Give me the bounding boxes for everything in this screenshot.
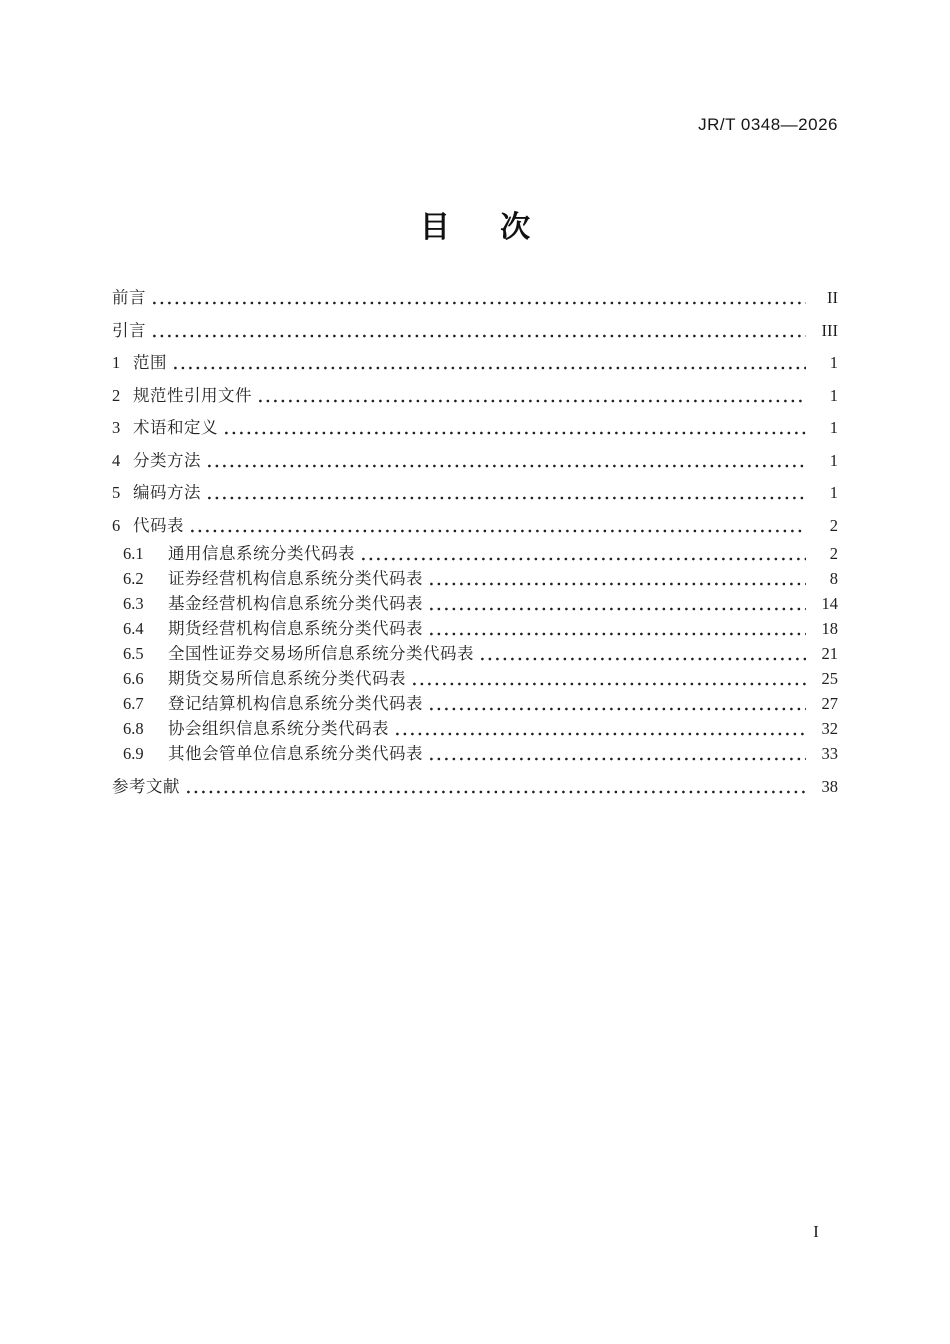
toc-dot-leader [430,618,806,640]
toc-entry-number: 6.8 [123,718,144,738]
standard-code-header: JR/T 0348—2026 [698,115,838,134]
toc-dot-leader [208,482,806,504]
toc-entry-label: 代码表 [133,515,184,535]
toc-entry [112,776,838,798]
toc-entry-page: 27 [821,693,838,713]
toc-list [112,287,838,798]
toc-dot-leader [187,776,806,798]
toc-entry-page: 2 [829,515,838,535]
toc-entry-page: 1 [829,450,838,470]
page-title: 目 次 [419,211,531,244]
toc-entry-label: 其他会管单位信息系统分类代码表 [168,743,423,763]
toc-entry [112,515,838,537]
toc-entry-page: II [827,288,838,307]
toc-entry-number: 6.5 [123,643,144,663]
toc-entry-page: 2 [829,543,838,563]
toc-entry-label: 参考文献 [112,776,180,796]
toc-entry-page: 18 [821,618,838,638]
toc-entry [112,320,838,342]
toc-entry [112,643,838,665]
toc-entry-label: 期货交易所信息系统分类代码表 [168,668,406,688]
toc-entry-page: 21 [821,643,838,663]
toc-entry-label: 范围 [133,353,167,372]
toc-entry [112,618,838,640]
toc-entry-label: 登记结算机构信息系统分类代码表 [168,693,423,713]
toc-entry-number: 6.3 [123,593,144,613]
toc-entry [112,417,838,439]
toc-entry-page: 1 [829,418,838,437]
toc-entry-page: 32 [821,718,838,738]
toc-entry-number: 2 [112,385,121,405]
toc-dot-leader [396,718,806,740]
toc-entry [112,287,838,309]
toc-dot-leader [430,568,806,590]
toc-entry-page: 1 [829,353,838,372]
toc-entry [112,568,838,590]
toc-entry-page: 38 [821,776,838,796]
toc-dot-leader [481,643,806,665]
toc-entry-label: 编码方法 [133,483,201,502]
toc-entry [112,718,838,740]
toc-entry-number: 6.7 [123,693,144,713]
toc-entry-label: 全国性证券交易场所信息系统分类代码表 [168,643,474,663]
toc-entry-page: 1 [829,385,838,405]
toc-entry-label: 基金经营机构信息系统分类代码表 [168,593,423,613]
toc-entry-number: 6.6 [123,668,144,688]
toc-entry-label: 规范性引用文件 [133,385,252,405]
toc-entry [112,482,838,504]
toc-entry-label: 证券经营机构信息系统分类代码表 [168,568,423,588]
toc-entry-label: 通用信息系统分类代码表 [168,543,355,563]
toc-dot-leader [430,743,806,765]
toc-entry-number: 1 [112,353,121,372]
toc-dot-leader [153,287,806,309]
toc-entry-label: 期货经营机构信息系统分类代码表 [168,618,423,638]
toc-entry-number: 6.1 [123,543,144,563]
toc-entry-number: 5 [112,483,121,502]
toc-entry [112,693,838,715]
toc-entry-page: 1 [829,483,838,502]
toc-entry [112,352,838,374]
footer-page-number: I [813,1222,819,1241]
toc-dot-leader [153,320,806,342]
toc-entry-number: 3 [112,418,121,437]
toc-dot-leader [174,352,806,374]
toc-entry-number: 6.4 [123,618,144,638]
toc-dot-leader [430,593,806,615]
toc-entry-page: 8 [829,568,838,588]
toc-entry-label: 术语和定义 [133,418,218,437]
toc-entry [112,450,838,472]
toc-entry-page: 25 [821,668,838,688]
toc-entry-number: 6 [112,515,121,535]
toc-entry-page: 14 [821,593,838,613]
toc-entry [112,743,838,765]
toc-entry [112,668,838,690]
toc-entry [112,385,838,407]
toc-entry-number: 4 [112,450,121,470]
toc-entry-page: 33 [821,743,838,763]
toc-dot-leader [362,543,806,565]
toc-dot-leader [259,385,806,407]
toc-entry-number: 6.2 [123,568,144,588]
toc-entry-number: 6.9 [123,743,144,763]
toc-entry-label: 前言 [112,288,146,307]
toc-entry [112,593,838,615]
toc-entry-label: 引言 [112,320,146,340]
toc-entry-label: 协会组织信息系统分类代码表 [168,718,389,738]
toc-dot-leader [191,515,806,537]
toc-entry-page: III [821,320,838,340]
toc-dot-leader [413,668,806,690]
toc-entry-label: 分类方法 [133,450,201,470]
toc-entry [112,543,838,565]
toc-dot-leader [430,693,806,715]
toc-dot-leader [225,417,806,439]
toc-dot-leader [208,450,806,472]
